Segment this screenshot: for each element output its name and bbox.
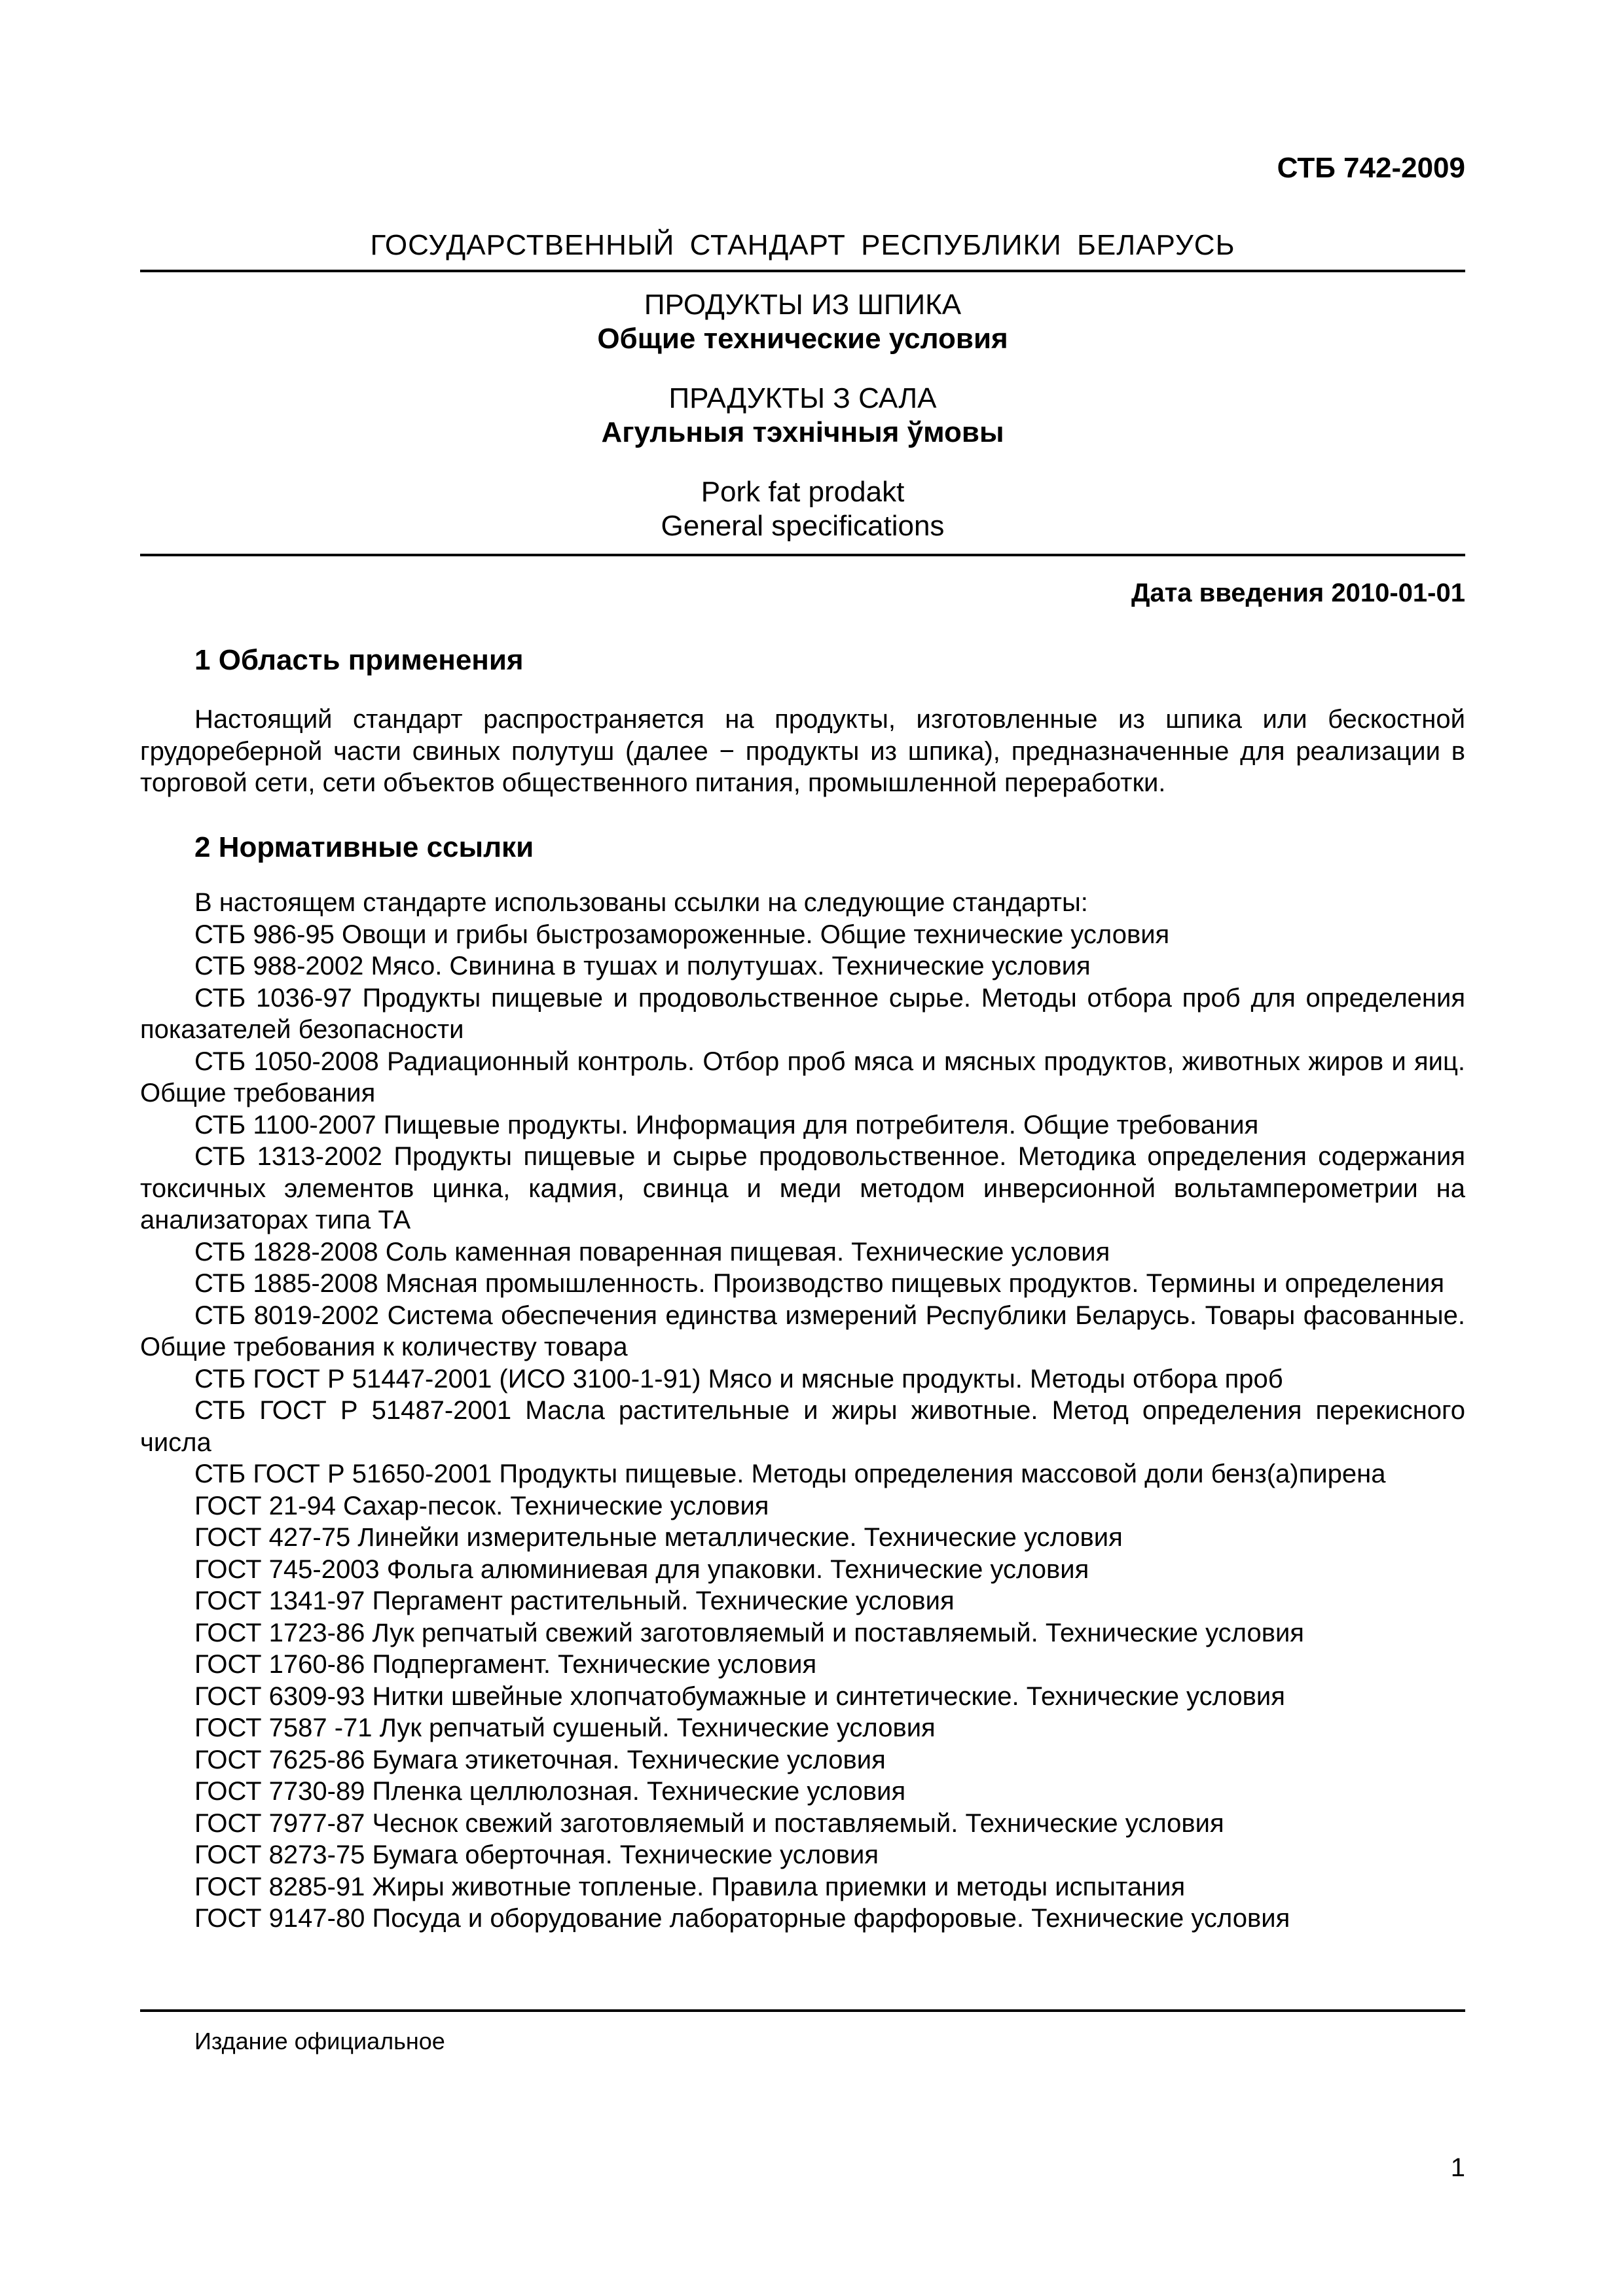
reference-item: СТБ 1100-2007 Пищевые продукты. Информация для потребителя. Общие требования: [194, 1110, 1259, 1139]
title-belarusian: [140, 382, 1465, 450]
section-2-body: [140, 887, 1465, 1935]
reference-item: СТБ 1036-97 Продукты пищевые и продовольственное сырье. Методы отбора проб для определения показателей безопасности: [140, 983, 1465, 1044]
references-intro: В настоящем стандарте использованы ссылки на следующие стандарты:: [194, 888, 1088, 917]
reference-item: ГОСТ 21-94 Сахар-песок. Технические условия: [194, 1491, 769, 1520]
reference-item: ГОСТ 427-75 Линейки измерительные металлические. Технические условия: [194, 1523, 1123, 1552]
section-1-heading: 1 Область применения: [194, 644, 524, 676]
reference-item: ГОСТ 7587 -71 Лук репчатый сушеный. Технические условия: [194, 1713, 936, 1742]
reference-item: СТБ 1885-2008 Мясная промышленность. Производство пищевых продуктов. Термины и определения: [194, 1269, 1445, 1298]
title-rule: [140, 554, 1465, 556]
reference-item: ГОСТ 6309-93 Нитки швейные хлопчатобумажные и синтетические. Технические условия: [194, 1681, 1285, 1711]
title-ru-sub: Общие технические условия: [597, 323, 1008, 355]
reference-item: ГОСТ 8273-75 Бумага оберточная. Технические условия: [194, 1840, 879, 1869]
footer-rule: [140, 2009, 1465, 2012]
reference-item: СТБ ГОСТ Р 51650-2001 Продукты пищевые. Методы определения массовой доли бенз(а)пирена: [194, 1460, 1386, 1488]
state-standard-title: ГОСУДАРСТВЕННЫЙ СТАНДАРТ РЕСПУБЛИКИ БЕЛАРУСЬ: [370, 229, 1235, 261]
title-russian: [140, 288, 1465, 356]
reference-item: ГОСТ 745-2003 Фольга алюминиевая для упаковки. Технические условия: [194, 1554, 1089, 1584]
reference-item: ГОСТ 1341-97 Пергамент растительный. Технические условия: [194, 1587, 955, 1615]
reference-item: СТБ 986-95 Овощи и грибы быстрозамороженные. Общие технические условия: [194, 920, 1170, 949]
reference-item: СТБ 988-2002 Мясо. Свинина в тушах и полутушах. Технические условия: [194, 952, 1091, 980]
title-by-sub: Агульныя тэхнічныя ўмовы: [601, 416, 1004, 448]
document-number: СТБ 742-2009: [1277, 152, 1465, 184]
title-ru-main: ПРОДУКТЫ ИЗ ШПИКА: [644, 289, 962, 321]
introduction-date: Дата введения 2010-01-01: [1131, 579, 1465, 607]
reference-item: ГОСТ 7977-87 Чеснок свежий заготовляемый и поставляемый. Технические условия: [194, 1808, 1224, 1838]
title-by-main: ПРАДУКТЫ З САЛА: [668, 382, 937, 414]
section-2-heading: 2 Нормативные ссылки: [194, 831, 534, 863]
section-1-body: [140, 704, 1465, 799]
reference-item: ГОСТ 9147-80 Посуда и оборудование лабораторные фарфоровые. Технические условия: [194, 1904, 1290, 1933]
page-number: 1: [1450, 2153, 1465, 2182]
reference-item: ГОСТ 7730-89 Пленка целлюлозная. Технические условия: [194, 1777, 906, 1806]
reference-item: СТБ 1828-2008 Соль каменная поваренная пищевая. Технические условия: [194, 1237, 1110, 1266]
reference-item: ГОСТ 7625-86 Бумага этикеточная. Технические условия: [194, 1745, 886, 1774]
edition-note: Издание официальное: [194, 2028, 445, 2054]
header-rule: [140, 270, 1465, 272]
reference-item: ГОСТ 1723-86 Лук репчатый свежий заготовляемый и поставляемый. Технические условия: [194, 1618, 1304, 1647]
title-en-main: Pork fat prodakt: [701, 476, 905, 508]
reference-item: СТБ ГОСТ Р 51447-2001 (ИСО 3100-1-91) Мясо и мясные продукты. Методы отбора проб: [194, 1364, 1283, 1393]
reference-item: СТБ ГОСТ Р 51487-2001 Масла растительные и жиры животные. Метод определения перекисного числа: [140, 1396, 1465, 1457]
reference-item: СТБ 1050-2008 Радиационный контроль. Отбор проб мяса и мясных продуктов, животных жиров и яиц. Общие требования: [140, 1047, 1465, 1107]
reference-item: СТБ 1313-2002 Продукты пищевые и сырье продовольственное. Методика определения содержания токсичных элементов цинка, кадмия, свинца и меди методом инверсионной вольтамперометрии на анализаторах типа ТА: [140, 1142, 1465, 1234]
scope-paragraph: Настоящий стандарт распространяется на продукты, изготовленные из шпика или бескостной грудореберной части свиных полутуш (далее − продукты из шпика), предназначенные для реализации в торговой сети, сети объектов общественного питания, промышленной переработки.: [140, 705, 1465, 797]
reference-item: ГОСТ 8285-91 Жиры животные топленые. Правила приемки и методы испытания: [194, 1872, 1186, 1901]
reference-item: СТБ 8019-2002 Система обеспечения единства измерений Республики Беларусь. Товары фасованные. Общие требования к количеству товара: [140, 1300, 1465, 1361]
title-en-sub: General specifications: [661, 510, 945, 542]
reference-item: ГОСТ 1760-86 Подпергамент. Технические условия: [194, 1650, 817, 1679]
title-english: [140, 475, 1465, 543]
